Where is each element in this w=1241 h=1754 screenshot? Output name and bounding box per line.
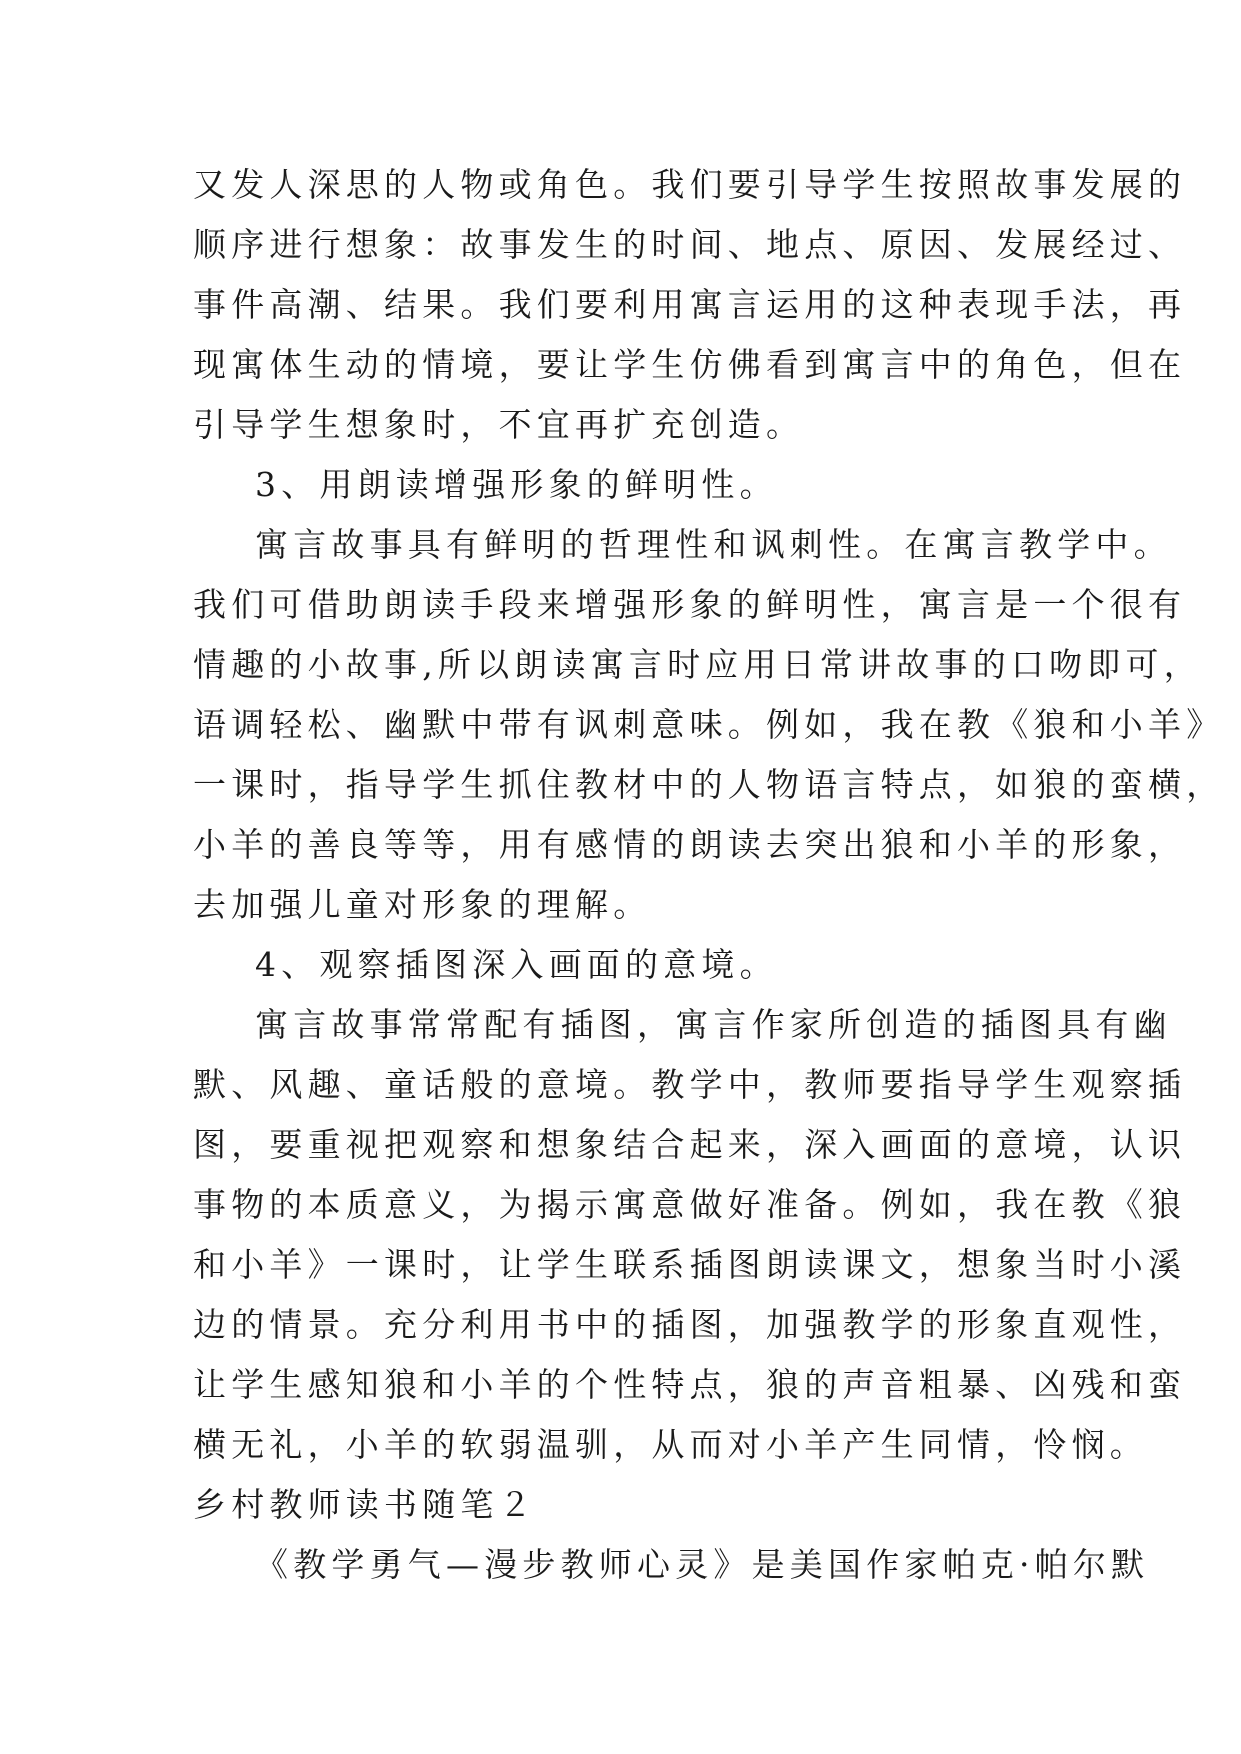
text-line: 我们可借助朗读手段来增强形象的鲜明性，寓言是一个很有	[193, 585, 1187, 624]
text-line: 小羊的善良等等，用有感情的朗读去突出狼和小羊的形象，	[193, 825, 1187, 864]
text-line: 事件高潮、结果。我们要利用寓言运用的这种表现手法，再	[193, 285, 1187, 324]
text-line: 《教学勇气—漫步教师心灵》是美国作家帕克·帕尔默	[255, 1545, 1150, 1584]
text-line: 一课时，指导学生抓住教材中的人物语言特点，如狼的蛮横，	[193, 765, 1225, 804]
text-line: 情趣的小故事,所以朗读寓言时应用日常讲故事的口吻即可，	[193, 645, 1202, 684]
text-line: 默、风趣、童话般的意境。教学中，教师要指导学生观察插	[193, 1065, 1187, 1104]
text-line: 横无礼，小羊的软弱温驯，从而对小羊产生同情，怜悯。	[193, 1425, 1148, 1464]
text-line: 又发人深思的人物或角色。我们要引导学生按照故事发展的	[193, 165, 1187, 204]
section-heading: 4、观察插图深入画面的意境。	[255, 945, 778, 984]
text-line: 寓言故事具有鲜明的哲理性和讽刺性。在寓言教学中。	[255, 525, 1172, 564]
text-line: 图，要重视把观察和想象结合起来，深入画面的意境，认识	[193, 1125, 1187, 1164]
text-line: 让学生感知狼和小羊的个性特点，狼的声音粗暴、凶残和蛮	[193, 1365, 1187, 1404]
text-line: 事物的本质意义，为揭示寓意做好准备。例如，我在教《狼	[193, 1185, 1187, 1224]
text-line: 和小羊》一课时，让学生联系插图朗读课文，想象当时小溪	[193, 1245, 1187, 1284]
text-line: 语调轻松、幽默中带有讽刺意味。例如，我在教《狼和小羊》	[193, 705, 1225, 744]
text-line: 顺序进行想象：故事发生的时间、地点、原因、发展经过、	[193, 225, 1187, 264]
text-line: 边的情景。充分利用书中的插图，加强教学的形象直观性，	[193, 1305, 1187, 1344]
article-title: 乡村教师读书随笔２	[193, 1485, 537, 1524]
text-line: 寓言故事常常配有插图，寓言作家所创造的插图具有幽	[255, 1005, 1172, 1044]
text-line: 引导学生想象时，不宜再扩充创造。	[193, 405, 805, 444]
section-heading: 3、用朗读增强形象的鲜明性。	[255, 465, 778, 504]
text-line: 现寓体生动的情境，要让学生仿佛看到寓言中的角色，但在	[193, 345, 1187, 384]
text-line: 去加强儿童对形象的理解。	[193, 885, 652, 924]
